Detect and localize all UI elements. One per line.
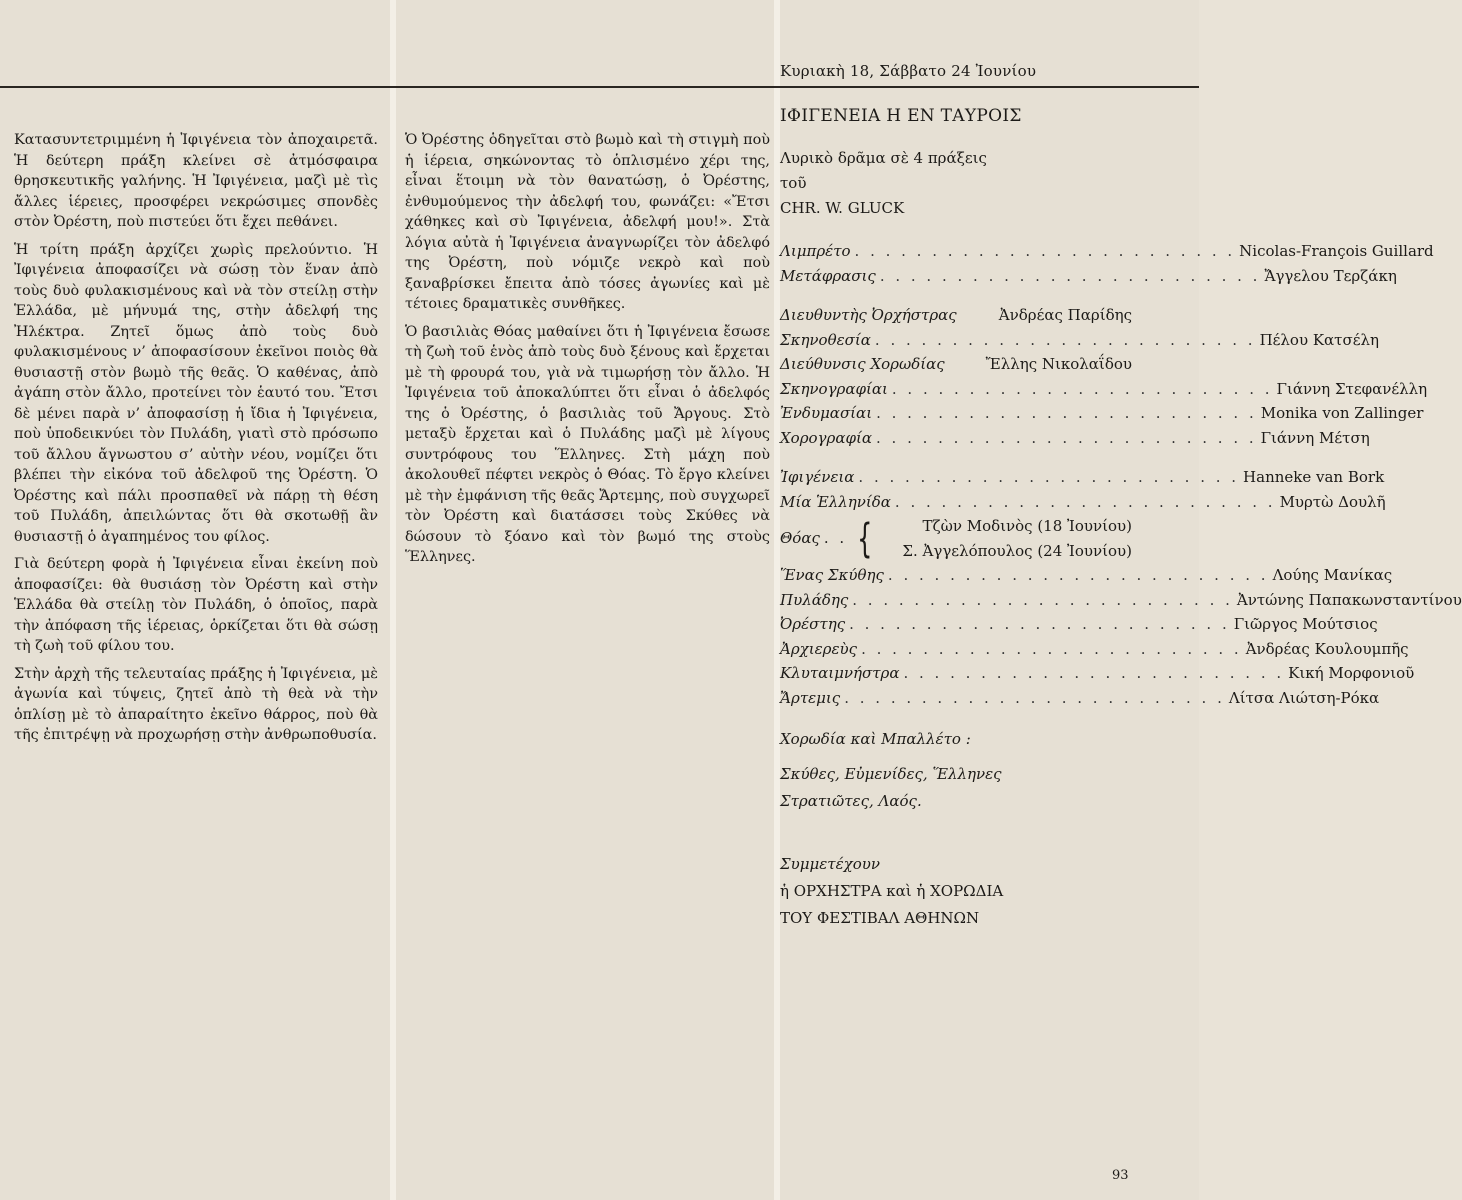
- credit-role: Διευθυντὴς Ὀρχήστρας: [780, 306, 957, 324]
- chorus-heading: Χορωδία καὶ Μπαλλέτο :: [780, 730, 971, 748]
- curly-brace-icon: {: [857, 515, 873, 562]
- leader-dots: . . . . . . . . . . . . . . . . . . . . . . . . .: [876, 404, 1257, 422]
- leader-dots: . . . . . . . . . . . . . . . . . . . . . . . . .: [891, 379, 1273, 398]
- running-head: Κυριακὴ 18, Σάββατο 24 Ἰουνίου: [780, 62, 1037, 80]
- cast-name: Κική Μορφονιοῦ: [1288, 664, 1415, 682]
- leader-dots: . . . . . . . . . . . . . . . . . . . . . . . . .: [858, 468, 1240, 486]
- cast-role: Ὀρέστης: [780, 615, 846, 633]
- cast-name: Ἀνδρέας Κουλουμπῆς: [1245, 639, 1409, 658]
- cast-role: Ἀρχιερεὺς: [780, 639, 858, 658]
- participating-heading: Συμμετέχουν: [780, 855, 880, 873]
- credit-role: Μετάφρασις: [780, 266, 876, 285]
- cast-name: Hanneke van Bork: [1243, 468, 1385, 486]
- page-number: 93: [1112, 1168, 1129, 1183]
- credit-row: [780, 328, 1379, 353]
- paragraph: Γιὰ δεύτερη φορὰ ἡ Ἰφιγένεια εἶναι ἐκείνη ποὺ ἀποφασίζει: θὰ θυσιάσῃ τὸν Ὀρέστη καὶ στὴν Ἑλλάδα θὰ στείλῃ τὸν Πυλάδη, ὁ ὁποῖος, παρὰ τὴν ἀπόφαση τῆς ἱέρειας, ὁρκίζεται ὅτι θὰ σώσῃ τὴ ζωὴ τοῦ φίλου του.: [14, 556, 378, 654]
- cast-row: [780, 686, 1380, 711]
- participating-line: ΤΟΥ ΦΕΣΤΙΒΑΛ ΑΘΗΝΩΝ: [780, 909, 980, 927]
- paragraph: Ὁ Ὀρέστης ὁδηγεῖται στὸ βωμὸ καὶ τὴ στιγμὴ ποὺ ἡ ἱέρεια, σηκώνοντας τὸ ὁπλισμένο χέρι της, εἶναι ἕτοιμη νὰ τὸν θανατώσῃ, ὁ Ὀρέστης, ἐνθυμούμενος τὴν ἀδελφή του, φωνάζει: «Ἔτσι χάθηκες καὶ σὺ Ἰφιγένεια, ἀδελφή μου!». Στὰ λόγια αὐτὰ ἡ Ἰφιγένεια ἀναγνωρίζει τὸν ἀδελφό της Ὀρέστη, ποὺ νόμιζε νεκρὸ καὶ ποὺ ξαναβρίσκει ἔπειτα ἀπὸ τόσες ἀγωνίες καὶ μὲ τέτοιες δραματικὲς συνθῆκες.: [405, 132, 770, 312]
- cast-row: [780, 637, 1409, 662]
- cast-row: [780, 465, 1385, 490]
- leader-dots: . . . . . . . . . . . . . . . . . . . . . . . . .: [849, 615, 1230, 633]
- credit-name: Nicolas-François Guillard: [1239, 242, 1434, 260]
- cast-role: Μία Ἑλληνίδα: [780, 492, 891, 511]
- paragraph: Ὁ βασιλιὰς Θόας μαθαίνει ὅτι ἡ Ἰφιγένεια ἔσωσε τὴ ζωὴ τοῦ ἑνὸς ἀπὸ τοὺς δυὸ ξένους καὶ ἔρχεται μὲ τὴ φρουρά του, γιὰ νὰ τιμωρήσῃ τὸν ἄλλο. Ἡ Ἰφιγένεια τοῦ ἀποκαλύπτει ὅτι εἶναι ὁ ἀδελφός της ὁ Ὀρέστης, ὁ βασιλιὰς τοῦ Ἄργους. Στὸ μεταξὺ ἔρχεται καὶ ὁ Πυλάδης μαζὶ μὲ λίγους συντρόφους του Ἕλληνες. Στὴ μάχη ποὺ ἀκολουθεῖ πέφτει νεκρὸς ὁ Θόας. Τὸ ἔργο κλείνει μὲ τὴν ἐμφάνιση τῆς θεᾶς Ἄρτεμης, ποὺ συγχωρεῖ τὸν Ὀρέστη καὶ διατάσσει τοὺς Σκύθες νὰ δώσουν τὸ ξόανο καὶ τὸν βωμό της στοὺς Ἕλληνες.: [405, 323, 770, 565]
- header-rule: [0, 86, 1199, 88]
- credit-row: [780, 401, 1424, 426]
- credits-list: [780, 239, 1462, 710]
- credit-role: Λιμπρέτο: [780, 242, 851, 260]
- credit-name: Monika von Zallinger: [1260, 404, 1424, 422]
- thoas-names: [881, 514, 1132, 563]
- spacer: [780, 450, 1132, 465]
- cast-role: Ἄρτεμις: [780, 688, 841, 707]
- cast-name: Τζὼν Μοδινὸς (18 Ἰουνίου): [922, 517, 1132, 535]
- credit-name: Ἔλλης Νικολαΐδου: [985, 355, 1132, 373]
- credit-row: [780, 352, 1132, 377]
- spacer: [780, 288, 1132, 303]
- leader-dots: . . . . . . . . . . . . . . . . . . . . . . . . .: [874, 330, 1256, 349]
- cast-role: Κλυταιμνήστρα: [780, 664, 900, 682]
- credit-name: Γιάννη Μέτση: [1260, 428, 1370, 447]
- cast-name: Μυρτὼ Δουλῆ: [1279, 492, 1386, 511]
- paragraph: Ἡ τρίτη πράξη ἀρχίζει χωρὶς πρελούντιο. Ἡ Ἰφιγένεια ἀποφασίζει νὰ σώσῃ τὸν ἕναν ἀπὸ τοὺς δυὸ φυλακισμένους καὶ νὰ τὸν στείλῃ στὴν Ἑλλάδα, μὲ μήνυμά της, στὴν ἀδελφή της Ἠλέκτρα. Ζητεῖ ὅμως ἀπὸ τοὺς δυὸ φυλακισμένους ν’ ἀποφασίσουν ἐκεῖνοι ποιὸς θὰ θυσιαστῇ στὸν βωμὸ τῆς θεᾶς. Ὁ καθένας, ἀπὸ ἀγάπη στὸν ἄλλο, προτείνει τὸν ἑαυτό του. Ἔτσι δὲ μένει παρὰ ν’ ἀποφασίσῃ ἡ ἴδια ἡ Ἰφιγένεια, ποὺ ὑποδεικνύει τὸν Πυλάδη, γιατὶ στὸ πρόσωπο τοῦ ἄλλου ἄγνωστου σ’ αὐτὴν νέου, νομίζει ὅτι βλέπει τὴν εἰκόνα τοῦ ἀδελφοῦ της Ὀρέστη. Ὁ Ὀρέστης καὶ πάλι προσπαθεῖ νὰ πάρῃ τὴ θέση τοῦ Πυλάδη, ἀπειλώντας ὅτι θὰ σκοτωθῇ ἂν θυσιαστῇ ὁ ἀγαπημένος του φίλος.: [14, 241, 378, 545]
- cast-row: [780, 588, 1462, 613]
- leader-dots: . .: [823, 529, 848, 548]
- leader-dots: . . . . . . . . . . . . . . . . . . . . . . . . .: [861, 639, 1242, 658]
- leader-dots: . . . . . . . . . . . . . . . . . . . . . . . . .: [894, 492, 1276, 511]
- cast-name: Σ. Ἀγγελόπουλος (24 Ἰουνίου): [902, 541, 1132, 560]
- cast-row: [780, 563, 1393, 588]
- by-line: τοῦ: [780, 174, 807, 192]
- opera-title: ΙΦΙΓΕΝΕΙΑ Η ΕΝ ΤΑΥΡΟΙΣ: [780, 106, 1022, 126]
- program-credits: [780, 106, 1462, 932]
- cast-role: Ἰφιγένεια: [780, 468, 855, 486]
- cast-name: Λίτσα Λιώτση-Ρόκα: [1228, 688, 1380, 707]
- participating-line: ἡ ΟΡΧΗΣΤΡΑ καὶ ἡ ΧΟΡΩΔΙΑ: [780, 882, 1004, 900]
- paragraph: Κατασυντετριμμένη ἡ Ἰφιγένεια τὸν ἀποχαιρετᾶ. Ἡ δεύτερη πράξη κλείνει σὲ ἀτμόσφαιρα θρησκευτικῆς γαλήνης. Ἡ Ἰφιγένεια, μαζὶ μὲ τὶς ἄλλες ἱέρειες, προσφέρει νεκρώσιμες σπονδὲς στὸν Ὀρέστη, ποὺ πιστεύει ὅτι ἔχει πεθάνει.: [14, 132, 378, 230]
- leader-dots: . . . . . . . . . . . . . . . . . . . . . . . . .: [876, 428, 1257, 447]
- cast-row-thoas: [780, 514, 1132, 563]
- synopsis-left-column: [14, 130, 378, 753]
- credit-row: [780, 426, 1370, 451]
- chorus-block: [780, 726, 1132, 815]
- credit-row: [780, 239, 1434, 264]
- cast-name: Ἀντώνης Παπακωνσταντίνου: [1236, 590, 1462, 609]
- credit-role: Χορογραφία: [780, 428, 872, 447]
- composer: CHR. W. GLUCK: [780, 199, 905, 217]
- leader-dots: . . . . . . . . . . . . . . . . . . . . . . . . .: [852, 590, 1233, 609]
- cast-row: [780, 490, 1386, 515]
- paragraph: Στὴν ἀρχὴ τῆς τελευταίας πράξης ἡ Ἰφιγένεια, μὲ ἀγωνία καὶ τύψεις, ζητεῖ ἀπὸ τὴ θεὰ νὰ τὴν ὁπλίσῃ μὲ τὸ ἀπαραίτητο ἐκεῖνο θάρρος, ποὺ θὰ τῆς ἐπιτρέψῃ νὰ προχωρήσῃ στὴν ἀνθρωποθυσία.: [14, 665, 378, 743]
- opera-subtitle: Λυρικὸ δρᾶμα σὲ 4 πράξεις: [780, 149, 987, 167]
- leader-dots: . . . . . . . . . . . . . . . . . . . . . . . . .: [903, 664, 1285, 682]
- cast-role: Θόας: [780, 529, 820, 548]
- credit-row: [780, 303, 1132, 328]
- chorus-line: Σκύθες, Εὐμενίδες, Ἕλληνες: [780, 765, 1002, 783]
- cast-row: [780, 661, 1415, 686]
- credit-name: Πέλου Κατσέλη: [1259, 330, 1379, 349]
- leader-dots: . . . . . . . . . . . . . . . . . . . . . . . . .: [887, 566, 1269, 584]
- synopsis-middle-column: [405, 130, 770, 575]
- credit-role: Ἐνδυμασίαι: [780, 404, 873, 422]
- chorus-line: Στρατιῶτες, Λαός.: [780, 792, 922, 810]
- opera-subtitle-block: [780, 146, 1132, 221]
- leader-dots: . . . . . . . . . . . . . . . . . . . . . . . . .: [879, 266, 1261, 285]
- participating-block: [780, 851, 1132, 932]
- leader-dots: . . . . . . . . . . . . . . . . . . . . . . . . .: [844, 688, 1225, 707]
- cast-name: Λούης Μανίκας: [1272, 566, 1393, 584]
- credit-row: [780, 264, 1397, 289]
- cast-name: Γιῶργος Μούτσιος: [1233, 615, 1378, 633]
- credit-row: [780, 377, 1428, 402]
- credit-name: Ἄγγελου Τερζάκη: [1264, 266, 1397, 285]
- cast-row: [780, 612, 1378, 637]
- credit-role: Σκηνογραφίαι: [780, 379, 888, 398]
- credit-name: Γιάννη Στεφανέλλη: [1276, 379, 1428, 398]
- cast-role: Πυλάδης: [780, 590, 849, 609]
- credit-name: Ἀνδρέας Παρίδης: [998, 306, 1132, 324]
- leader-dots: . . . . . . . . . . . . . . . . . . . . . . . . .: [854, 242, 1236, 260]
- credit-role: Διεύθυνσις Χορωδίας: [780, 355, 945, 373]
- cast-role: Ἕνας Σκύθης: [780, 566, 884, 584]
- credit-role: Σκηνοθεσία: [780, 330, 871, 349]
